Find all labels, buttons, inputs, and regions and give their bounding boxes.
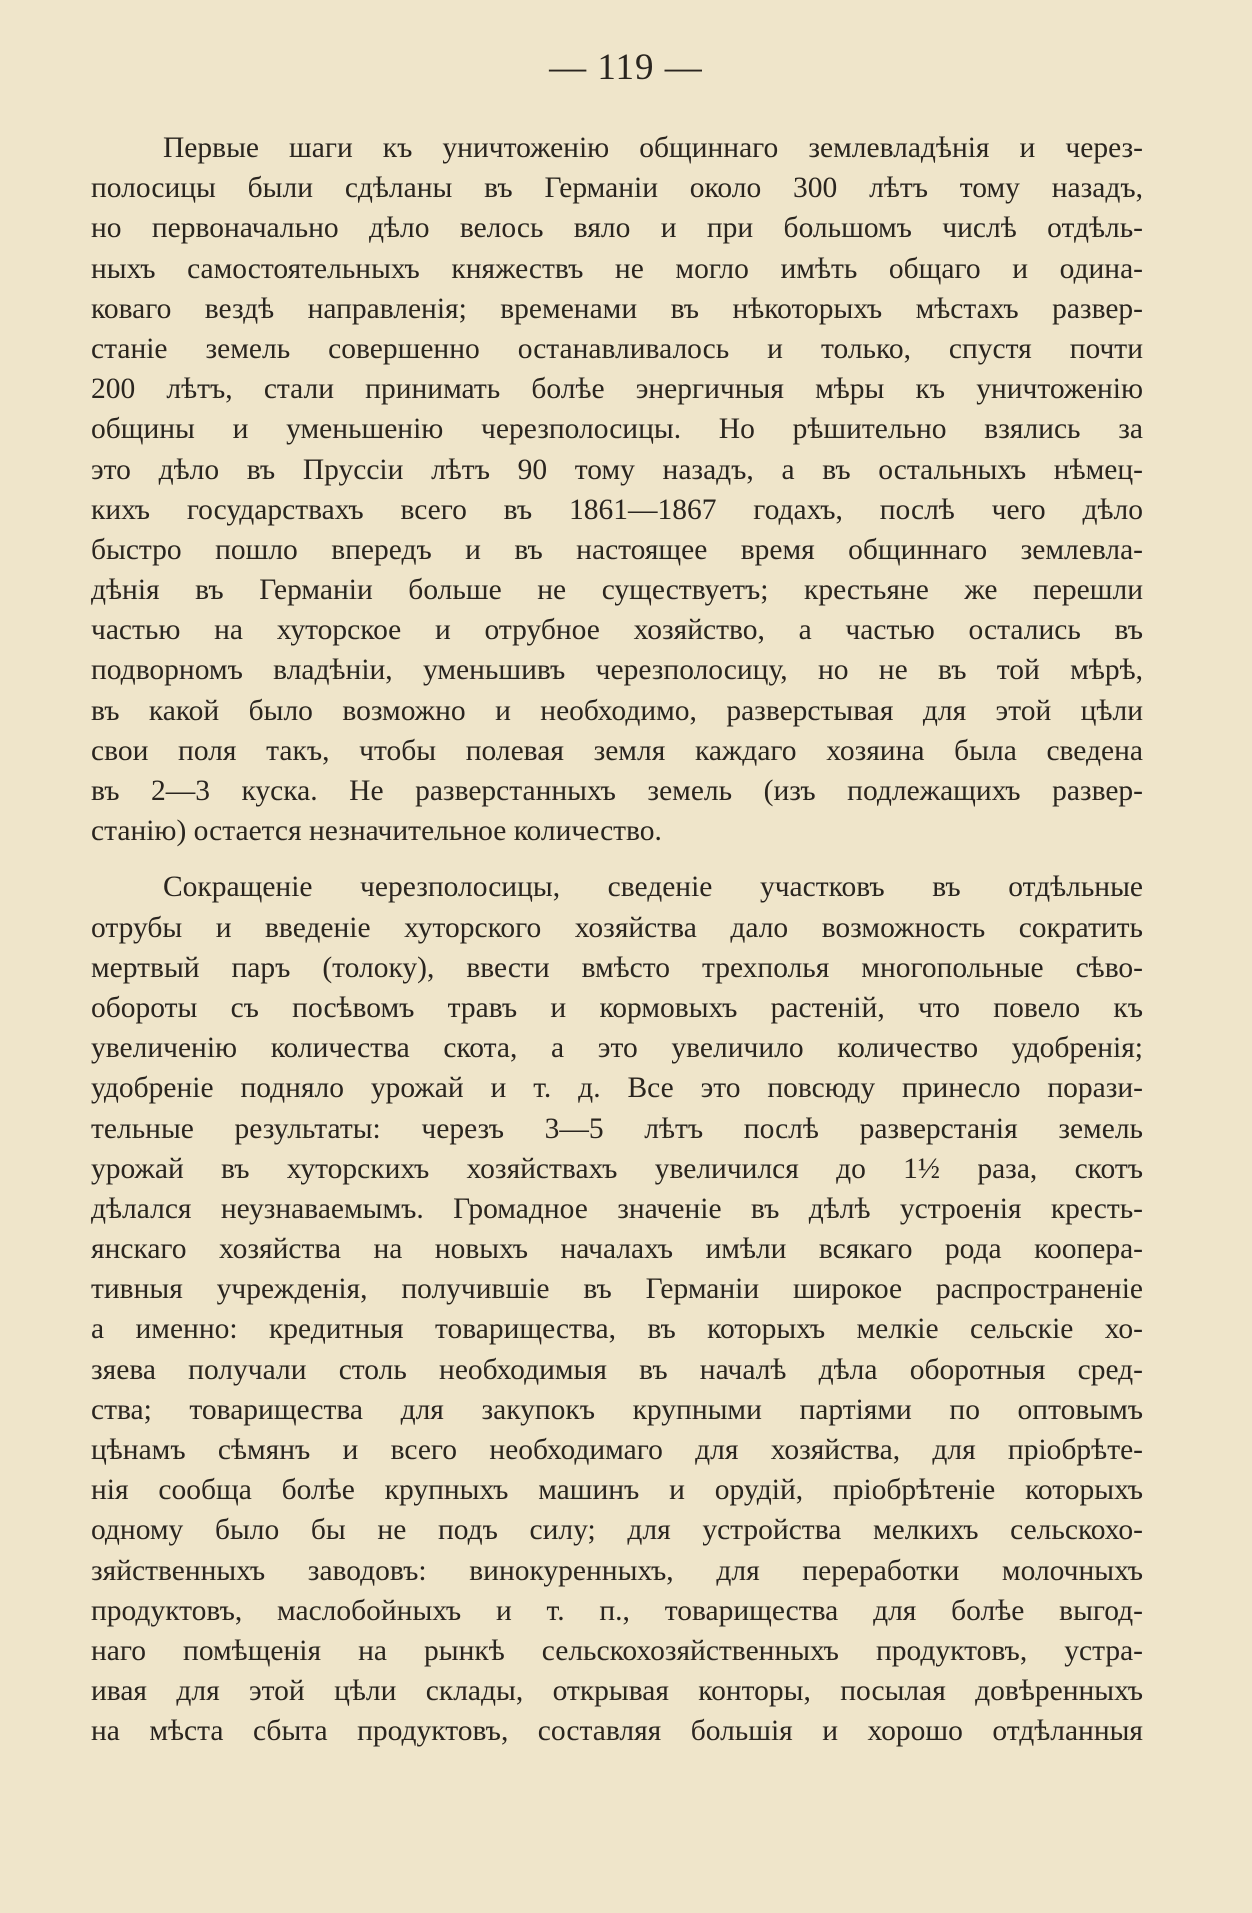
text-line: въ 2—3 куска. Не разверстанныхъ земель (изъ подлежащихъ развер- xyxy=(91,775,1143,807)
text-line: общины и уменьшенію черезполосицы. Но рѣшительно взялись за xyxy=(91,413,1143,446)
text-line: коваго вездѣ направленія; временами въ нѣкоторыхъ мѣстахъ развер- xyxy=(91,292,1143,325)
paragraph-2 xyxy=(91,867,1143,1751)
text-line: Первые шаги къ уничтоженію общиннаго землевладѣнія и через- xyxy=(163,132,1143,164)
text-line: 200 лѣтъ, стали принимать болѣе энергичныя мѣры къ уничтоженію xyxy=(91,373,1143,406)
text-line: станію) остается незначительное количество. xyxy=(91,815,662,848)
text-line: полосицы были сдѣланы въ Германіи около 300 лѣтъ тому назадъ, xyxy=(91,172,1143,205)
text-line: увеличенію количества скота, а это увеличило количество удобренія; xyxy=(91,1032,1143,1065)
text-line: а именно: кредитныя товарищества, въ которыхъ мелкіе сельскіе хо- xyxy=(91,1313,1143,1346)
text-line: наго помѣщенія на рынкѣ сельскохозяйственныхъ продуктовъ, устра- xyxy=(91,1634,1143,1667)
text-line: янскаго хозяйства на новыхъ началахъ имѣли всякаго рода коопера- xyxy=(91,1233,1143,1266)
text-line: быстро пошло впередъ и въ настоящее время общиннаго землевла- xyxy=(91,533,1143,566)
text-line: продуктовъ, маслобойныхъ и т. п., товарищества для болѣе выгод- xyxy=(91,1594,1143,1627)
text-line: кихъ государствахъ всего въ 1861—1867 годахъ, послѣ чего дѣло xyxy=(91,493,1143,526)
text-line: тельные результаты: черезъ 3—5 лѣтъ послѣ разверстанія земель xyxy=(91,1112,1143,1145)
text-line: обороты съ посѣвомъ травъ и кормовыхъ растеній, что повело къ xyxy=(91,991,1143,1024)
text-line: но первоначально дѣло велось вяло и при большомъ числѣ отдѣль- xyxy=(91,212,1143,245)
text-line: дѣлался неузнаваемымъ. Громадное значеніе въ дѣлѣ устроенія кресть- xyxy=(91,1192,1143,1225)
paragraph-spacer xyxy=(91,851,1143,867)
text-line: дѣнія въ Германіи больше не существуетъ; крестьяне же перешли xyxy=(91,574,1143,607)
text-line: ства; товарищества для закупокъ крупными партіями по оптовымъ xyxy=(91,1393,1143,1426)
text-line: урожай въ хуторскихъ хозяйствахъ увеличился до 1½ раза, скотъ xyxy=(91,1152,1143,1185)
text-line: нія сообща болѣе крупныхъ машинъ и орудій, пріобрѣтеніе которыхъ xyxy=(91,1474,1143,1507)
text-line: въ какой было возможно и необходимо, разверстывая для этой цѣли xyxy=(91,694,1143,727)
text-line: отрубы и введеніе хуторского хозяйства дало возможность сократить xyxy=(91,911,1143,944)
text-line: ивая для этой цѣли склады, открывая конторы, посылая довѣренныхъ xyxy=(91,1675,1143,1708)
text-line: зяйственныхъ заводовъ: винокуренныхъ, для переработки молочныхъ xyxy=(91,1554,1143,1587)
text-line: одному было бы не подъ силу; для устройства мелкихъ сельскохо- xyxy=(91,1514,1143,1547)
body-text xyxy=(91,128,1143,1752)
text-line: тивныя учрежденія, получившіе въ Германіи широкое распространеніе xyxy=(91,1273,1143,1306)
text-line: мертвый паръ (толоку), ввести вмѣсто трехполья многопольные сѣво- xyxy=(91,951,1143,984)
text-line: частью на хуторское и отрубное хозяйство, а частью остались въ xyxy=(91,614,1143,647)
text-line: ныхъ самостоятельныхъ княжествъ не могло имѣть общаго и одина- xyxy=(91,252,1143,285)
text-line: свои поля такъ, чтобы полевая земля каждаго хозяина была сведена xyxy=(91,734,1143,767)
text-line: зяева получали столь необходимыя въ началѣ дѣла оборотныя сред- xyxy=(91,1353,1143,1386)
text-line: станіе земель совершенно останавливалось и только, спустя почти xyxy=(91,332,1143,365)
text-line: цѣнамъ сѣмянъ и всего необходимаго для хозяйства, для пріобрѣте- xyxy=(91,1434,1143,1466)
page-number: — 119 — xyxy=(549,47,703,88)
text-line: на мѣста сбыта продуктовъ, составляя большія и хорошо отдѣланныя xyxy=(91,1715,1143,1748)
text-line: удобреніе подняло урожай и т. д. Все это повсюду принесло порази- xyxy=(91,1072,1143,1105)
text-line: это дѣло въ Пруссіи лѣтъ 90 тому назадъ, а въ остальныхъ нѣмец- xyxy=(91,453,1143,486)
text-line: Сокращеніе черезполосицы, сведеніе участковъ въ отдѣльные xyxy=(163,871,1143,904)
text-line: подворномъ владѣніи, уменьшивъ черезполосицу, но не въ той мѣрѣ, xyxy=(91,654,1143,687)
paragraph-1 xyxy=(91,128,1143,851)
